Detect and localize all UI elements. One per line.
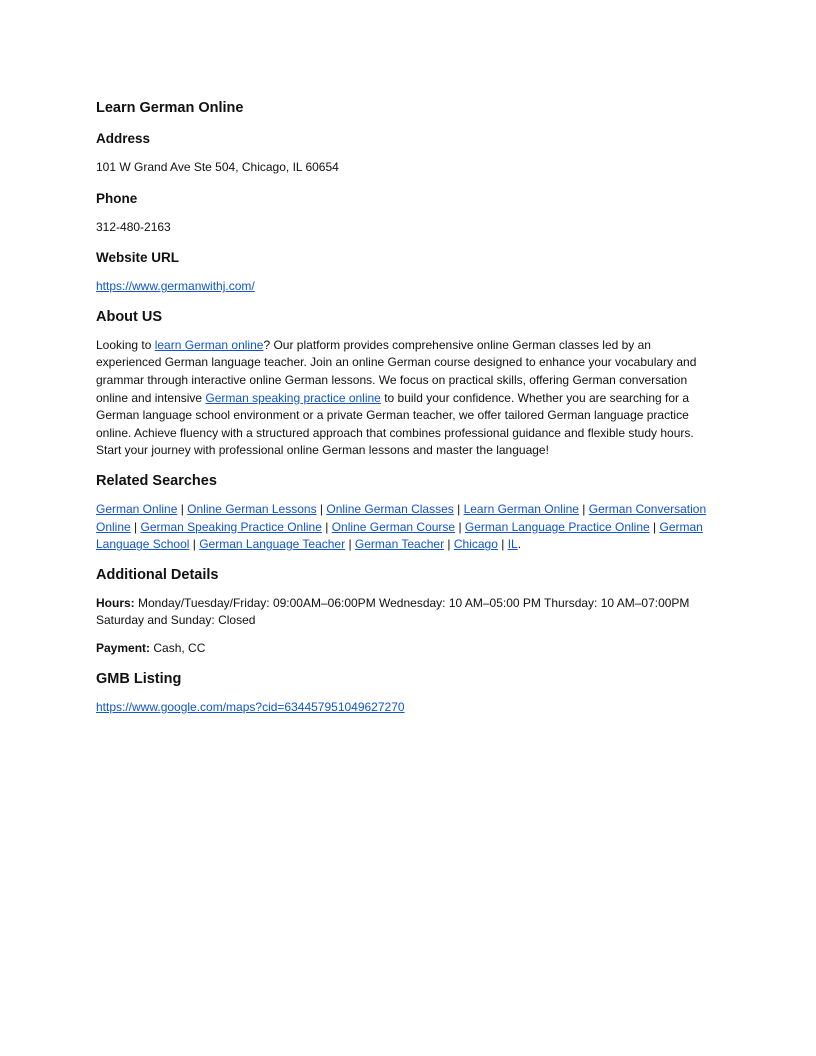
separator: | [130,519,141,534]
related-search-link[interactable]: German Language Practice Online [464,519,650,534]
document-body [96,96,716,716]
related-search-link[interactable]: Online German Course [331,519,456,534]
about-text-2: ? Our platform provides comprehensive online German classes led by an experienced German language teacher. Join an online German course designed to enhance your vocabulary and grammar through interactive online German lessons. We focus on practical skills, offering German conversation online and intensive [96,337,697,405]
related-search-link[interactable]: German Online [96,501,178,516]
about-text-1: Looking to [96,337,155,352]
address-heading: Address [96,131,151,146]
payment-value: Cash, CC [150,640,206,655]
learn-german-online-link[interactable]: learn German online [154,337,264,352]
separator: | [455,519,465,534]
about-paragraph [96,337,716,460]
related-search-link[interactable]: Learn German Online [463,501,579,516]
separator: | [321,519,332,534]
related-searches-heading: Related Searches [96,472,217,489]
separator: | [345,537,355,552]
gmb-heading: GMB Listing [96,670,182,687]
page-title: Learn German Online [96,100,244,116]
related-search-link[interactable]: German Teacher [354,537,445,552]
related-searches-list [96,501,716,554]
payment-paragraph [96,640,716,658]
separator: | [177,501,188,516]
website-link[interactable]: https://www.germanwithj.com/ [96,279,255,294]
related-search-link[interactable]: Chicago [453,537,498,552]
gmb-link[interactable]: https://www.google.com/maps?cid=634457951049627270 [96,699,405,714]
related-search-link[interactable]: German Speaking Practice Online [140,519,322,534]
phone-heading: Phone [96,190,138,206]
separator: | [578,501,589,516]
list-end-punctuation: . [517,537,522,552]
separator: | [316,501,327,516]
website-paragraph [96,278,716,296]
hours-label: Hours: [96,595,135,610]
additional-details-heading: Additional Details [96,566,219,583]
related-search-link[interactable]: IL [507,537,518,552]
gmb-paragraph [96,699,716,717]
hours-paragraph [96,595,716,630]
separator: | [444,537,454,552]
german-speaking-practice-link[interactable]: German speaking practice online [205,390,381,405]
address-value: 101 W Grand Ave Ste 504, Chicago, IL 60654 [96,160,339,174]
separator: | [649,519,660,534]
related-search-link[interactable]: Online German Lessons [187,501,317,516]
payment-label: Payment: [96,640,151,655]
related-search-link[interactable]: German Conversation Online [96,501,707,534]
website-heading: Website URL [96,250,180,266]
related-search-link[interactable]: German Language Teacher [199,537,346,552]
separator: | [453,501,464,516]
related-search-link[interactable]: Online German Classes [326,501,454,516]
phone-value: 312-480-2163 [96,219,171,234]
separator: | [497,537,508,552]
separator: | [189,537,200,552]
about-heading: About US [96,308,163,325]
hours-value: Monday/Tuesday/Friday: 09:00AM–06:00PM Wednesday: 10 AM–05:00 PM Thursday: 10 AM–07:00PM Saturday and Sunday: Closed [96,595,690,628]
about-text-3: to build your confidence. Whether you are searching for a German language school environment or a private German teacher, we offer tailored German language practice online. Achieve fluency with a structured approach that combines professional guidance and flexible study hours. Start your journey with professional online German lessons and master the language! [96,390,694,458]
related-search-link[interactable]: German Language School [96,519,703,552]
